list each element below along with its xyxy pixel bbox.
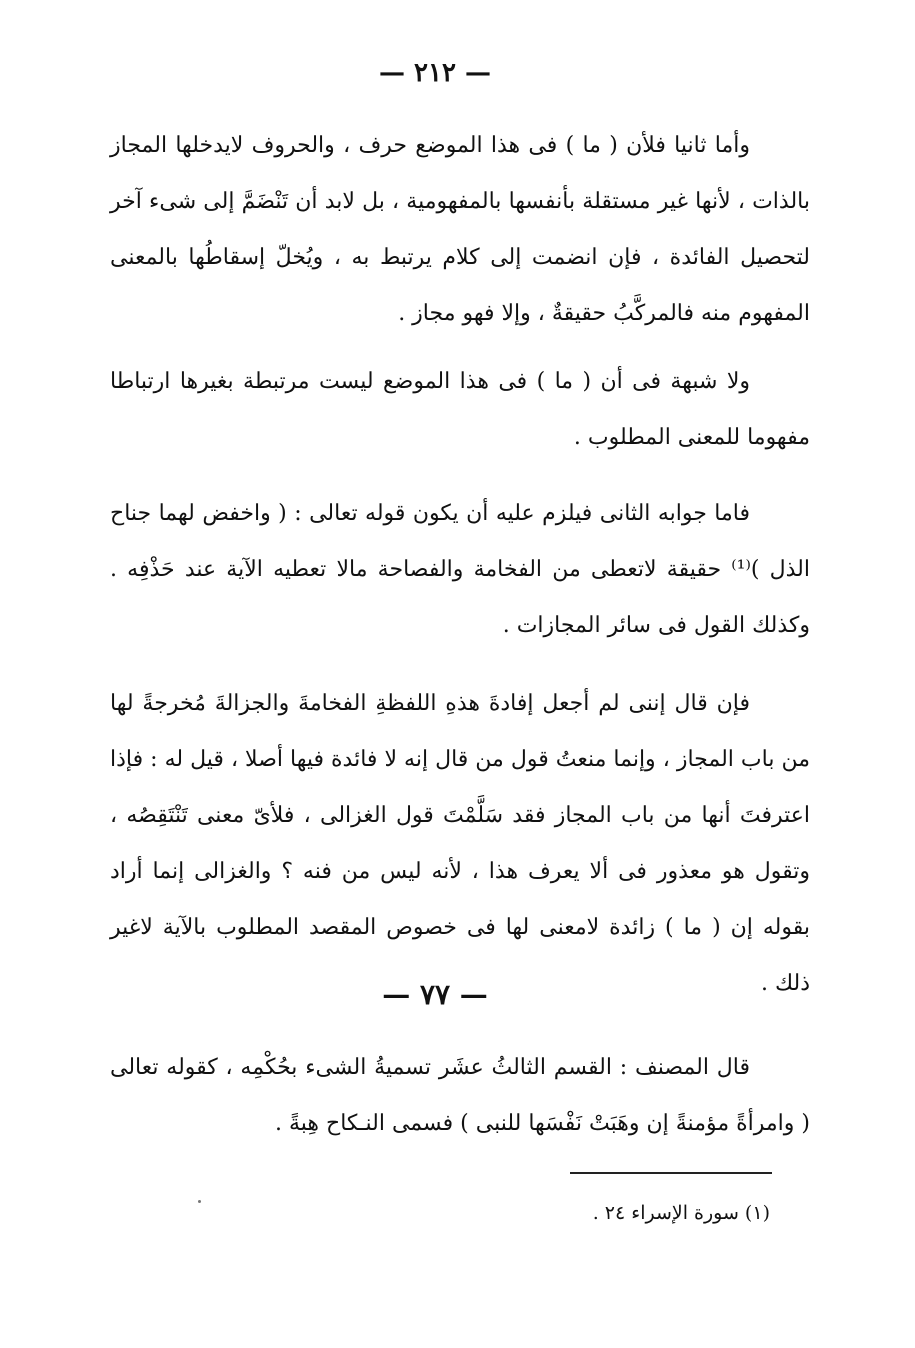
paragraph-5: قال المصنف : القسم الثالثُ عشَر تسميةُ الشىء بحُكْمِه ، كقوله تعالى ( وامرأةً مؤمنةً إن وهَبَتْ نَفْسَها للنبى ) فسمى النـكاح هِبةً . xyxy=(110,1055,810,1136)
section-number: — ٧٧ — xyxy=(382,978,488,1011)
footnote: (١) سورة الإسراء ٢٤ . xyxy=(592,1202,770,1224)
paragraph-2: ولا شبهة فى أن ( ما ) فى هذا الموضع ليست مرتبطة بغيرها ارتباطا مفهوما للمعنى المطلوب . xyxy=(110,369,810,450)
print-speck xyxy=(198,1200,201,1203)
footnote-divider xyxy=(570,1172,772,1174)
page-number: — ٢١٢ — xyxy=(378,58,492,88)
paragraph-1: وأما ثانيا فلأن ( ما ) فى هذا الموضع حرف ، والحروف لايدخلها المجاز بالذات ، لأنها غير مستقلة بأنفسها بالمفهومية ، بل لابد أن تَنْضَمَّ إلى شىء آخر لتحصيل الفائدة ، فإن انضمت إلى كلام يرتبط به ، ويُخلّ إسقاطُها بالمعنى المفهوم منه فالمركَّبُ حقيقةٌ ، وإلا فهو مجاز . xyxy=(110,133,810,326)
paragraph-4: فإن قال إننى لم أجعل إفادةَ هذهِ اللفظةِ الفخامةَ والجزالةَ مُخرجةً لها من باب المجاز ، وإنما منعتُ قول من قال إنه لا فائدة فيها أصلا ، قيل له : فإذا اعترفتَ أنها من باب المجاز فقد سَلَّمْتَ قول الغزالى ، فلأىّ معنى تَنْتَقِصُه ، وتقول هو معذور فى ألا يعرف هذا ، لأنه ليس من فنه ؟ والغزالى إنما أراد بقوله إن ( ما ) زائدة لامعنى لها فى خصوص المقصد المطلوب بالآية لاغير ذلك . xyxy=(110,691,810,996)
paragraph-3: فاما جوابه الثانى فيلزم عليه أن يكون قوله تعالى : ( واخفض لهما جناح الذل )⁽¹⁾ حقيقة لاتعطى من الفخامة والفصاحة مالا تعطيه الآية عند حَذْفِه . وكذلك القول فى سائر المجازات . xyxy=(110,501,810,638)
